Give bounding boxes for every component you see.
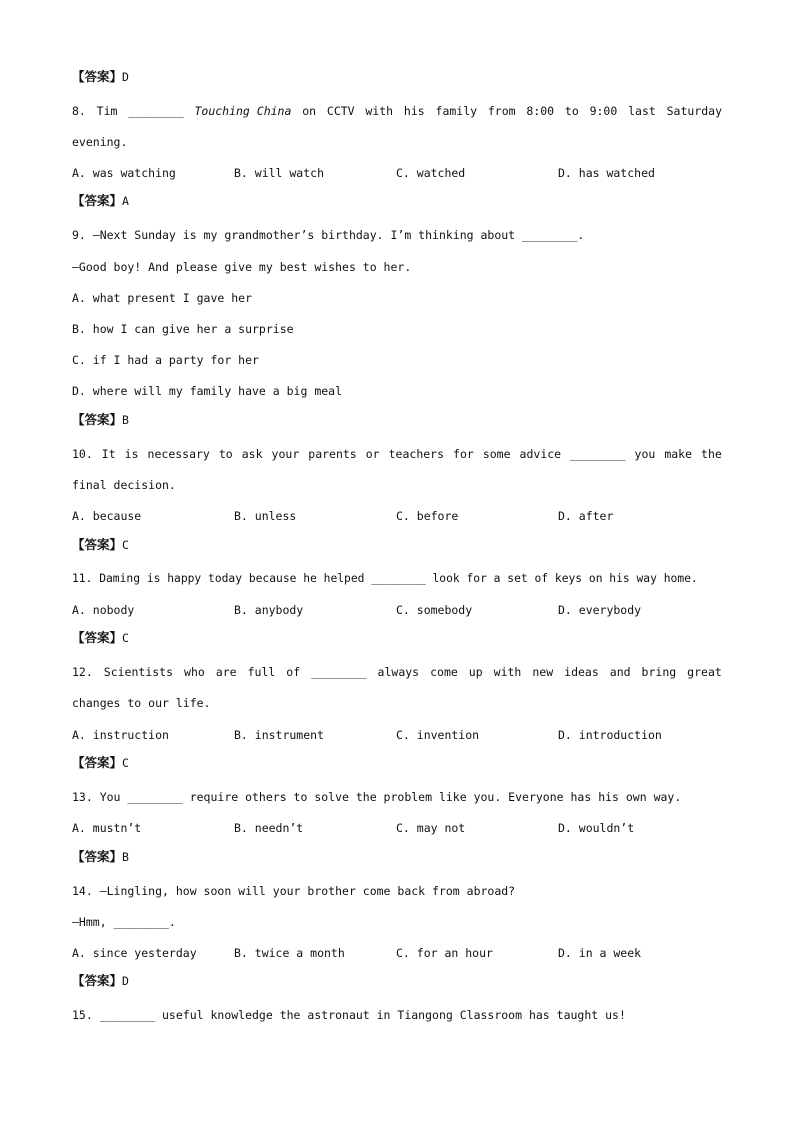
word: on bbox=[302, 104, 317, 118]
word: with bbox=[493, 665, 522, 679]
question-9-line-2: —Good boy! And please give my best wishes to her. bbox=[72, 260, 412, 274]
answer-label: 【答案】 bbox=[72, 849, 123, 864]
word: for bbox=[453, 447, 474, 461]
option-b: B. will watch bbox=[234, 166, 325, 180]
question-13-line-1: 13. You ________ require others to solve the problem like you. Everyone has his own way. bbox=[72, 790, 682, 804]
option-d: D. everybody bbox=[558, 603, 642, 617]
word: family bbox=[435, 104, 478, 118]
word: CCTV bbox=[326, 104, 355, 118]
word: teachers bbox=[388, 447, 445, 461]
option-d: D. has watched bbox=[558, 166, 655, 180]
question-12-options bbox=[72, 727, 722, 743]
question-9-option-c: C. if I had a party for her bbox=[72, 353, 259, 367]
word: necessary bbox=[147, 447, 210, 461]
option-c: C. invention bbox=[396, 728, 480, 742]
answer-letter: C bbox=[122, 538, 129, 552]
option-d: D. after bbox=[558, 509, 614, 523]
answer-label: 【答案】 bbox=[72, 973, 123, 988]
word: are bbox=[215, 665, 237, 679]
word: is bbox=[124, 447, 139, 461]
word: of bbox=[286, 665, 301, 679]
word: some bbox=[482, 447, 511, 461]
word: Saturday bbox=[666, 104, 722, 118]
question-9-option-b: B. how I can give her a surprise bbox=[72, 322, 294, 336]
question-14-options bbox=[72, 945, 722, 961]
word: parents bbox=[308, 447, 357, 461]
answer-12 bbox=[72, 755, 129, 771]
word: the bbox=[701, 447, 722, 461]
word: to bbox=[218, 447, 233, 461]
word: who bbox=[184, 665, 205, 679]
word: ask bbox=[241, 447, 263, 461]
option-a: A. because bbox=[72, 509, 142, 523]
question-12-line-1 bbox=[72, 664, 722, 680]
word: to bbox=[564, 104, 579, 118]
word: Tim bbox=[96, 104, 118, 118]
option-d: D. introduction bbox=[558, 728, 662, 742]
word: new bbox=[532, 665, 554, 679]
blank: ________ bbox=[311, 665, 367, 679]
word: 8. bbox=[72, 104, 86, 118]
question-9-option-a: A. what present I gave her bbox=[72, 291, 253, 305]
option-d: D. in a week bbox=[558, 946, 642, 960]
answer-label: 【答案】 bbox=[72, 755, 123, 770]
answer-letter: C bbox=[122, 756, 129, 770]
word: and bbox=[609, 665, 631, 679]
word: up bbox=[468, 665, 483, 679]
option-b: B. needn’t bbox=[234, 821, 304, 835]
blank: ________ bbox=[570, 447, 626, 461]
word: you bbox=[634, 447, 656, 461]
option-b: B. unless bbox=[234, 509, 297, 523]
answer-letter: D bbox=[122, 974, 129, 988]
word: from bbox=[487, 104, 516, 118]
option-a: A. was watching bbox=[72, 166, 176, 180]
word: your bbox=[271, 447, 300, 461]
answer-label: 【答案】 bbox=[72, 193, 123, 208]
option-c: C. somebody bbox=[396, 603, 473, 617]
answer-8 bbox=[72, 193, 129, 209]
word: ideas bbox=[564, 665, 599, 679]
word: great bbox=[687, 665, 722, 679]
option-c: C. watched bbox=[396, 166, 466, 180]
word: his bbox=[403, 104, 425, 118]
question-9-line-1: 9. —Next Sunday is my grandmother’s birthday. I’m thinking about ________. bbox=[72, 228, 585, 242]
word: always bbox=[377, 665, 420, 679]
option-a: A. since yesterday bbox=[72, 946, 197, 960]
question-14-line-1: 14. —Lingling, how soon will your brother come back from abroad? bbox=[72, 884, 516, 898]
answer-11 bbox=[72, 630, 129, 646]
blank: ________ bbox=[128, 104, 184, 118]
answer-label: 【答案】 bbox=[72, 630, 123, 645]
question-9-option-d: D. where will my family have a big meal bbox=[72, 384, 343, 398]
question-8-options bbox=[72, 165, 722, 181]
question-10-options bbox=[72, 508, 722, 524]
question-13-options bbox=[72, 820, 722, 836]
word: 12. bbox=[72, 665, 93, 679]
option-c: C. may not bbox=[396, 821, 466, 835]
question-8-line-1 bbox=[72, 103, 722, 119]
option-a: A. nobody bbox=[72, 603, 135, 617]
option-c: C. before bbox=[396, 509, 459, 523]
answer-letter: B bbox=[122, 413, 129, 427]
word: last bbox=[628, 104, 656, 118]
answer-14 bbox=[72, 973, 129, 989]
answer-letter: D bbox=[122, 70, 129, 84]
option-b: B. anybody bbox=[234, 603, 304, 617]
answer-label: 【答案】 bbox=[72, 69, 123, 84]
word: bring bbox=[641, 665, 677, 679]
program-title: Touching China bbox=[194, 104, 292, 118]
answer-letter: A bbox=[122, 194, 129, 208]
answer-label: 【答案】 bbox=[72, 412, 123, 427]
answer-10 bbox=[72, 537, 129, 553]
answer-13 bbox=[72, 849, 129, 865]
question-14-line-2: —Hmm, ________. bbox=[72, 915, 176, 929]
question-8-line-2: evening. bbox=[72, 135, 128, 149]
option-a: A. mustn’t bbox=[72, 821, 142, 835]
word: advice bbox=[519, 447, 562, 461]
option-b: B. instrument bbox=[234, 728, 325, 742]
word: make bbox=[664, 447, 693, 461]
word: Scientists bbox=[103, 665, 174, 679]
answer-label: 【答案】 bbox=[72, 537, 123, 552]
option-a: A. instruction bbox=[72, 728, 169, 742]
option-b: B. twice a month bbox=[234, 946, 345, 960]
option-d: D. wouldn’t bbox=[558, 821, 635, 835]
word: It bbox=[101, 447, 116, 461]
word: 9:00 bbox=[589, 104, 618, 118]
question-11-line-1: 11. Daming is happy today because he helped ________ look for a set of keys on his way home. bbox=[72, 572, 698, 585]
answer-letter: B bbox=[122, 850, 129, 864]
question-15-line-1: 15. ________ useful knowledge the astronaut in Tiangong Classroom has taught us! bbox=[72, 1008, 626, 1022]
option-c: C. for an hour bbox=[396, 946, 493, 960]
question-11-options bbox=[72, 602, 722, 618]
word: 8:00 bbox=[526, 104, 555, 118]
answer-letter: C bbox=[122, 631, 129, 645]
word: with bbox=[365, 104, 394, 118]
word: come bbox=[430, 665, 458, 679]
question-10-line-2: final decision. bbox=[72, 478, 176, 492]
question-10-line-1 bbox=[72, 446, 722, 462]
word: full bbox=[247, 665, 276, 679]
answer-7 bbox=[72, 69, 129, 85]
word: 10. bbox=[72, 447, 93, 461]
question-12-line-2: changes to our life. bbox=[72, 696, 211, 710]
word: or bbox=[365, 447, 380, 461]
answer-9 bbox=[72, 412, 129, 428]
